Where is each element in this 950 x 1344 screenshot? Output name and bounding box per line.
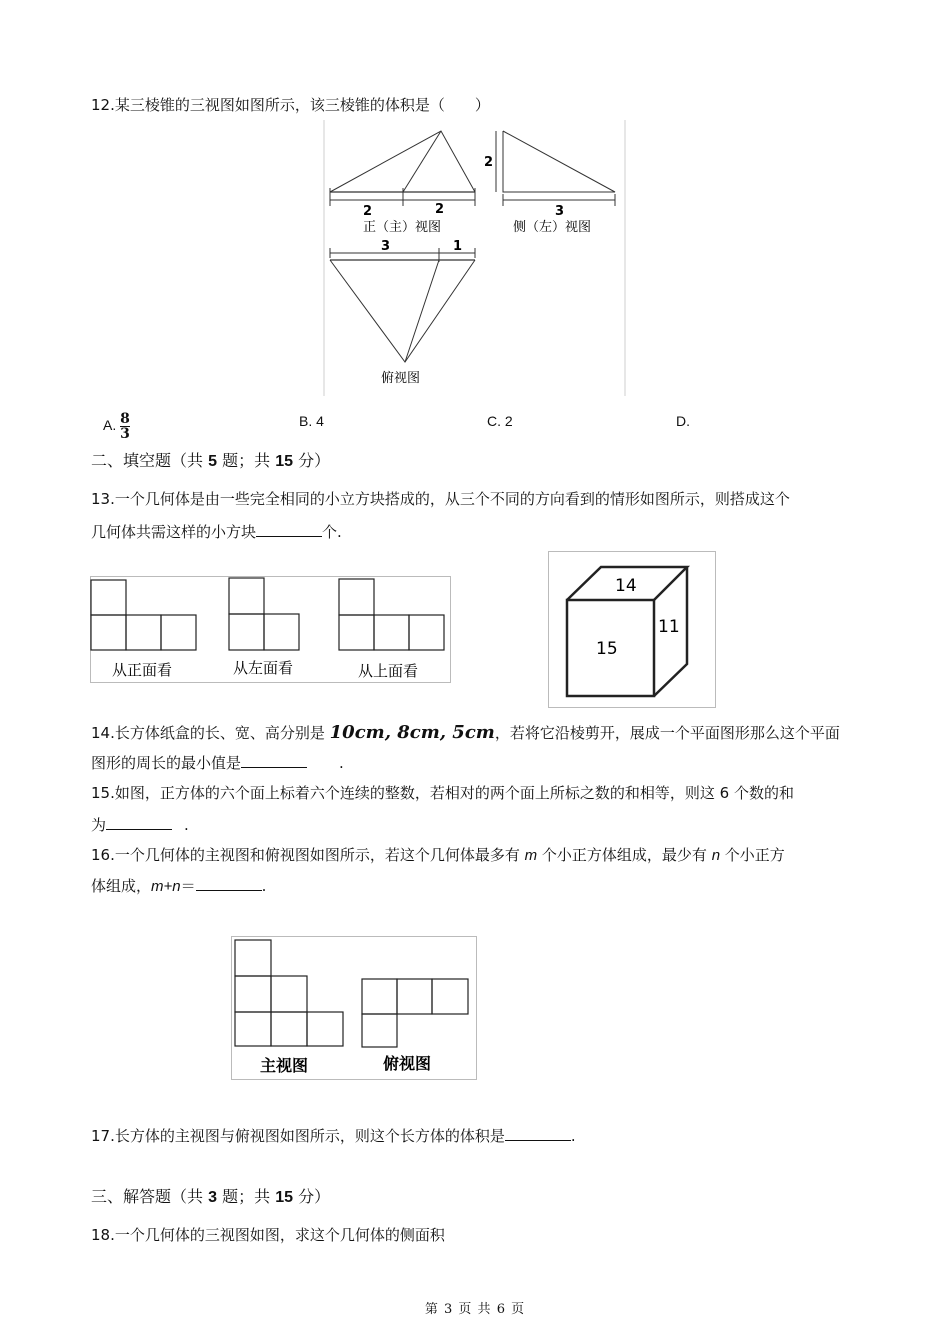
front-dim-right: 2	[435, 202, 445, 217]
q16-line-2	[91, 875, 266, 897]
top-view-caption: 俯视图	[381, 371, 421, 386]
q17-before: 17.长方体的主视图与俯视图如图所示，则这个长方体的体积是	[91, 1127, 505, 1145]
top-dim-right: 1	[453, 239, 463, 254]
option-a-label: A.	[103, 417, 117, 434]
q12-option-a	[103, 412, 130, 441]
section-3-heading	[91, 1184, 330, 1207]
q16-caption-front: 主视图	[260, 1056, 309, 1075]
q13-views-svg	[90, 576, 451, 683]
q16-caption-top: 俯视图	[383, 1054, 432, 1073]
q14-line-1	[91, 723, 840, 743]
q13-caption-front: 从正面看	[112, 661, 173, 679]
q15-cube-figure	[548, 551, 716, 708]
q12-option-d: D.	[676, 413, 690, 429]
q12-stem: 12.某三棱锥的三视图如图所示，该三棱锥的体积是（ ）	[91, 96, 490, 114]
q16-line-2-after: .	[261, 877, 267, 895]
q13-line-2	[91, 521, 342, 542]
front-view-caption: 正（主）视图	[363, 220, 442, 235]
q12-figure-svg	[323, 120, 628, 396]
q15-line-2-before: 为	[91, 816, 107, 834]
q16-line-1	[91, 845, 785, 866]
q16-answer-blank[interactable]	[196, 875, 262, 891]
q13-views-figure	[90, 576, 451, 683]
section-3-count: 3	[208, 1189, 217, 1206]
side-dim-width: 3	[555, 204, 565, 219]
q15-line-1: 15.如图，正方体的六个面上标着六个连续的整数，若相对的两个面上所标之数的和相等，则这 6 个数的和	[91, 784, 794, 802]
section-2-prefix: 二、填空题（共	[91, 451, 209, 470]
section-3-mid: 题；共	[217, 1187, 276, 1206]
q16-var-m-plus-n: m+n	[151, 878, 181, 895]
q16-views-svg	[231, 936, 477, 1080]
q14-line-2-before: 图形的周长的最小值是	[91, 754, 242, 772]
cube-top-number: 14	[615, 576, 637, 596]
section-3-suffix: 分）	[292, 1187, 331, 1206]
q14-before: 14.长方体纸盒的长、宽、高分别是	[91, 724, 325, 742]
section-3-score: 15	[275, 1189, 293, 1206]
section-2-mid: 题；共	[217, 451, 276, 470]
q12-three-view-figure	[323, 120, 628, 396]
q13-line-2-after: 个.	[322, 523, 342, 541]
section-3-prefix: 三、解答题（共	[91, 1187, 209, 1206]
fraction-numerator: 8	[120, 411, 130, 427]
top-dim-left: 3	[381, 239, 391, 254]
q12-option-c: C. 2	[487, 413, 513, 429]
q15-cube-svg	[548, 551, 716, 708]
fraction-denominator: 3	[120, 426, 130, 442]
page-footer: 第 3 页 共 6 页	[424, 1302, 526, 1317]
q13-caption-left: 从左面看	[233, 659, 294, 677]
q13-caption-top: 从上面看	[358, 662, 419, 680]
q15-answer-blank[interactable]	[106, 814, 172, 830]
q16-var-m: m	[524, 847, 538, 864]
q16-views-figure	[231, 936, 477, 1080]
q16-line-1-before: 16.一个几何体的主视图和俯视图如图所示，若这个几何体最多有	[91, 846, 525, 864]
q16-line-2-mid: ＝	[180, 877, 196, 895]
option-a-fraction	[120, 412, 130, 441]
q14-line-2	[91, 752, 344, 773]
q17-line	[91, 1125, 576, 1146]
q16-line-1-after: 个小正方	[720, 846, 785, 864]
section-2-score: 15	[275, 453, 293, 470]
q13-answer-blank[interactable]	[256, 521, 322, 537]
q16-line-2-before: 体组成，	[91, 877, 152, 895]
q14-line-2-after: .	[339, 754, 344, 772]
q17-answer-blank[interactable]	[505, 1125, 571, 1141]
q18-stem: 18.一个几何体的三视图如图，求这个几何体的侧面积	[91, 1226, 445, 1244]
q15-line-2-after: .	[184, 816, 189, 834]
q12-option-b: B. 4	[299, 413, 324, 429]
cube-right-number: 11	[658, 617, 680, 637]
section-2-suffix: 分）	[292, 451, 331, 470]
q14-dimensions: 10cm, 8cm, 5cm	[329, 722, 495, 743]
q16-var-n: n	[711, 847, 721, 864]
section-2-count: 5	[208, 453, 217, 470]
q13-line-1: 13.一个几何体是由一些完全相同的小立方块搭成的，从三个不同的方向看到的情形如图所示，则搭成这个	[91, 490, 790, 508]
q13-line-2-before: 几何体共需这样的小方块	[91, 523, 257, 541]
q14-answer-blank[interactable]	[241, 752, 307, 768]
q17-after: .	[570, 1127, 576, 1145]
side-dim-height: 2	[484, 155, 494, 170]
side-view-caption: 侧（左）视图	[513, 220, 592, 235]
cube-front-number: 15	[596, 639, 618, 659]
q16-line-1-mid: 个小正方体组成，最少有	[537, 846, 712, 864]
q14-after: ，若将它沿棱剪开，展成一个平面图形那么这个平面	[494, 724, 840, 742]
section-2-heading	[91, 448, 330, 471]
q15-line-2	[91, 814, 189, 835]
front-dim-left: 2	[363, 204, 373, 219]
